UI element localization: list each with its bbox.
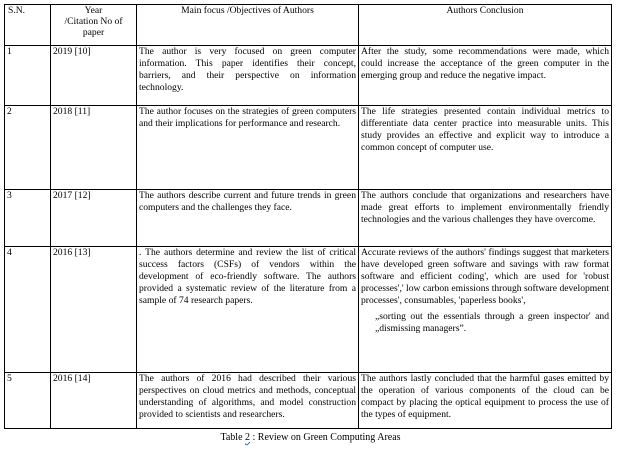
cell-sn: 5 xyxy=(5,373,51,429)
header-focus: Main focus /Objectives of Authors xyxy=(137,5,359,46)
cell-year: 2017 [12] xyxy=(51,190,137,247)
table-row xyxy=(5,106,612,190)
cell-sn: 4 xyxy=(5,247,51,373)
cell-focus: The author focuses on the strategies of green computers and their implications for performance and research. xyxy=(137,106,359,190)
header-year-line2: /Citation No of xyxy=(64,16,123,27)
cell-focus: . The authors determine and review the list of critical success factors (CSFs) of vendors within the development of eco-friendly software. The authors provided a systematic review of the literature from a sample of 74 research papers. xyxy=(137,247,359,373)
header-sn: S.N. xyxy=(5,5,51,46)
cell-year: 2016 [13] xyxy=(51,247,137,373)
table-row xyxy=(5,46,612,106)
cell-conclusion xyxy=(359,247,612,373)
conclusion-subtext: „sorting out the essentials through a green inspector' and „dismissing managers”. xyxy=(375,311,609,334)
header-year-line3: paper xyxy=(82,27,105,38)
header-conclusion: Authors Conclusion xyxy=(359,5,612,46)
table-caption xyxy=(0,432,621,444)
table-row xyxy=(5,190,612,247)
caption-suffix: : Review on Green Computing Areas xyxy=(250,432,401,443)
caption-prefix: Table xyxy=(220,432,246,443)
cell-conclusion: The authors conclude that organizations and researchers have made great efforts to implement environmentally friendly technologies and the various challenges they have overcome. xyxy=(359,190,612,247)
cell-conclusion: The authors lastly concluded that the harmful gases emitted by the operation of various components of the cloud can be compact by placing the optical equipment to process the use of the types of equipment. xyxy=(359,373,612,429)
cell-conclusion: The life strategies presented contain individual metrics to differentiate data center practice into measurable units. This study provides an effective and explicit way to introduce a common concept of computer use. xyxy=(359,106,612,190)
cell-focus: The authors of 2016 had described their various perspectives on cloud metrics and methods, conceptual understanding of algorithms, and model construction provided to scientists and researchers. xyxy=(137,373,359,429)
cell-sn: 1 xyxy=(5,46,51,106)
cell-focus: The author is very focused on green computer information. This paper identifies their concept, barriers, and their perspective on information technology. xyxy=(137,46,359,106)
header-year-line1: Year xyxy=(84,5,103,16)
table-header-row xyxy=(5,5,612,46)
cell-sn: 2 xyxy=(5,106,51,190)
cell-year: 2016 [14] xyxy=(51,373,137,429)
table-row xyxy=(5,373,612,429)
cell-focus: The authors describe current and future trends in green computers and the challenges they face. xyxy=(137,190,359,247)
caption-number: 2 xyxy=(245,432,251,443)
cell-year: 2019 [10] xyxy=(51,46,137,106)
conclusion-text: Accurate reviews of the authors' findings suggest that marketers have developed green software and savings with raw format software and efficient coding', which are used for 'robust processes',' low carbon emissions through software development processes', consumables, 'paperless books', xyxy=(361,247,609,306)
cell-year: 2018 [11] xyxy=(51,106,137,190)
table-row xyxy=(5,247,612,373)
cell-sn: 3 xyxy=(5,190,51,247)
review-table xyxy=(4,4,612,429)
cell-conclusion: After the study, some recommendations were made, which could increase the acceptance of the green computer in the emerging group and reduce the negative impact. xyxy=(359,46,612,106)
header-year xyxy=(51,5,137,46)
